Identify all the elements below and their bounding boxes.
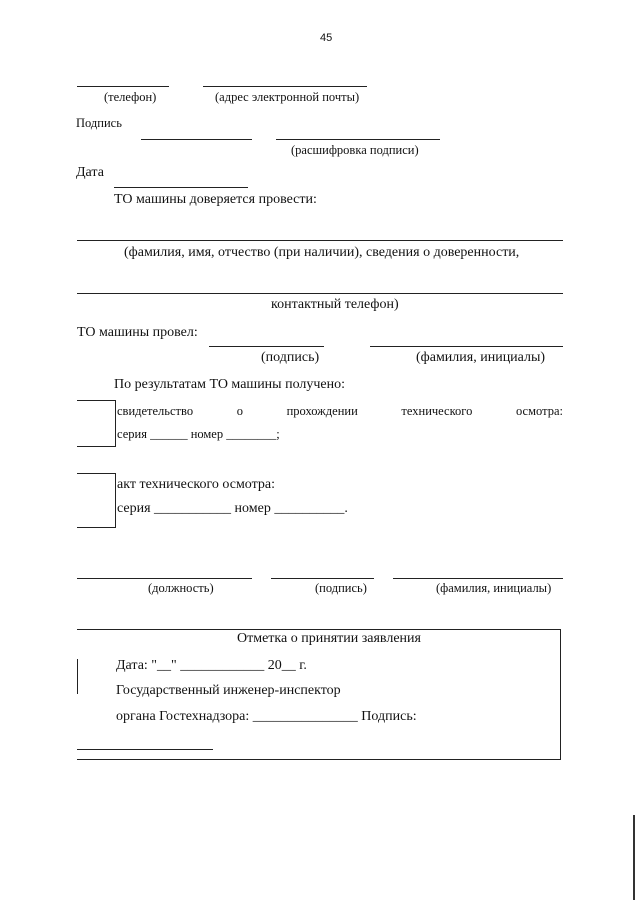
- performed-label: ТО машины провел:: [77, 325, 198, 340]
- phone-caption: (телефон): [104, 90, 157, 104]
- performed-signature-caption: (подпись): [261, 350, 320, 365]
- act-checkbox-bottom: [77, 527, 116, 528]
- signoff-position-line: [77, 578, 252, 579]
- certificate-checkbox-top: [77, 400, 116, 401]
- acceptance-box-left: [77, 659, 78, 694]
- entrust-caption-1: (фамилия, имя, отчество (при наличии), сведения о доверенности,: [124, 245, 520, 260]
- act-checkbox-right: [115, 473, 116, 527]
- acceptance-box-right: [560, 629, 561, 759]
- results-heading: По результатам ТО машины получено:: [114, 377, 346, 392]
- acceptance-organ-line: органа Гостехнадзора: _______________ Подпись:: [116, 709, 417, 724]
- acceptance-title: Отметка о принятии заявления: [237, 631, 421, 646]
- certificate-checkbox-bottom: [77, 446, 116, 447]
- signature-line: [141, 139, 252, 140]
- signature-decoding-line: [276, 139, 440, 140]
- acceptance-box-bottom: [77, 759, 561, 760]
- phone-line: [77, 86, 169, 87]
- date-line: [114, 187, 248, 188]
- date-label: Дата: [76, 165, 104, 180]
- signature-label: Подпись: [76, 116, 122, 130]
- performed-signature-line: [209, 346, 324, 347]
- acceptance-date-line: Дата: "__" ____________ 20__ г.: [116, 658, 307, 673]
- email-caption: (адрес электронной почты): [215, 90, 360, 104]
- email-line: [203, 86, 367, 87]
- entrust-heading: ТО машины доверяется провести:: [114, 192, 317, 207]
- entrust-line-1: [77, 240, 563, 241]
- certificate-line-2: серия ______ номер ________;: [117, 427, 280, 441]
- signature-decoding-caption: (расшифровка подписи): [291, 143, 419, 157]
- signoff-name-caption: (фамилия, инициалы): [436, 581, 552, 595]
- performed-name-line: [370, 346, 563, 347]
- performed-name-caption: (фамилия, инициалы): [416, 350, 546, 365]
- signoff-signature-caption: (подпись): [315, 581, 367, 595]
- page-number: 45: [320, 32, 333, 44]
- scan-edge-mark: [633, 815, 635, 900]
- entrust-line-2: [77, 293, 563, 294]
- signoff-name-line: [393, 578, 563, 579]
- acceptance-inspector-line: Государственный инженер-инспектор: [116, 683, 341, 698]
- acceptance-extra-line: [77, 749, 213, 750]
- act-line-2: серия ___________ номер __________.: [117, 501, 348, 516]
- act-line-1: акт технического осмотра:: [117, 477, 276, 492]
- act-checkbox-top: [77, 473, 116, 474]
- entrust-caption-2: контактный телефон): [271, 297, 399, 312]
- acceptance-box-top: [77, 629, 561, 630]
- signoff-position-caption: (должность): [148, 581, 214, 595]
- certificate-line-1: свидетельство о прохождении технического осмотра:: [117, 404, 563, 418]
- certificate-checkbox-right: [115, 400, 116, 446]
- signoff-signature-line: [271, 578, 374, 579]
